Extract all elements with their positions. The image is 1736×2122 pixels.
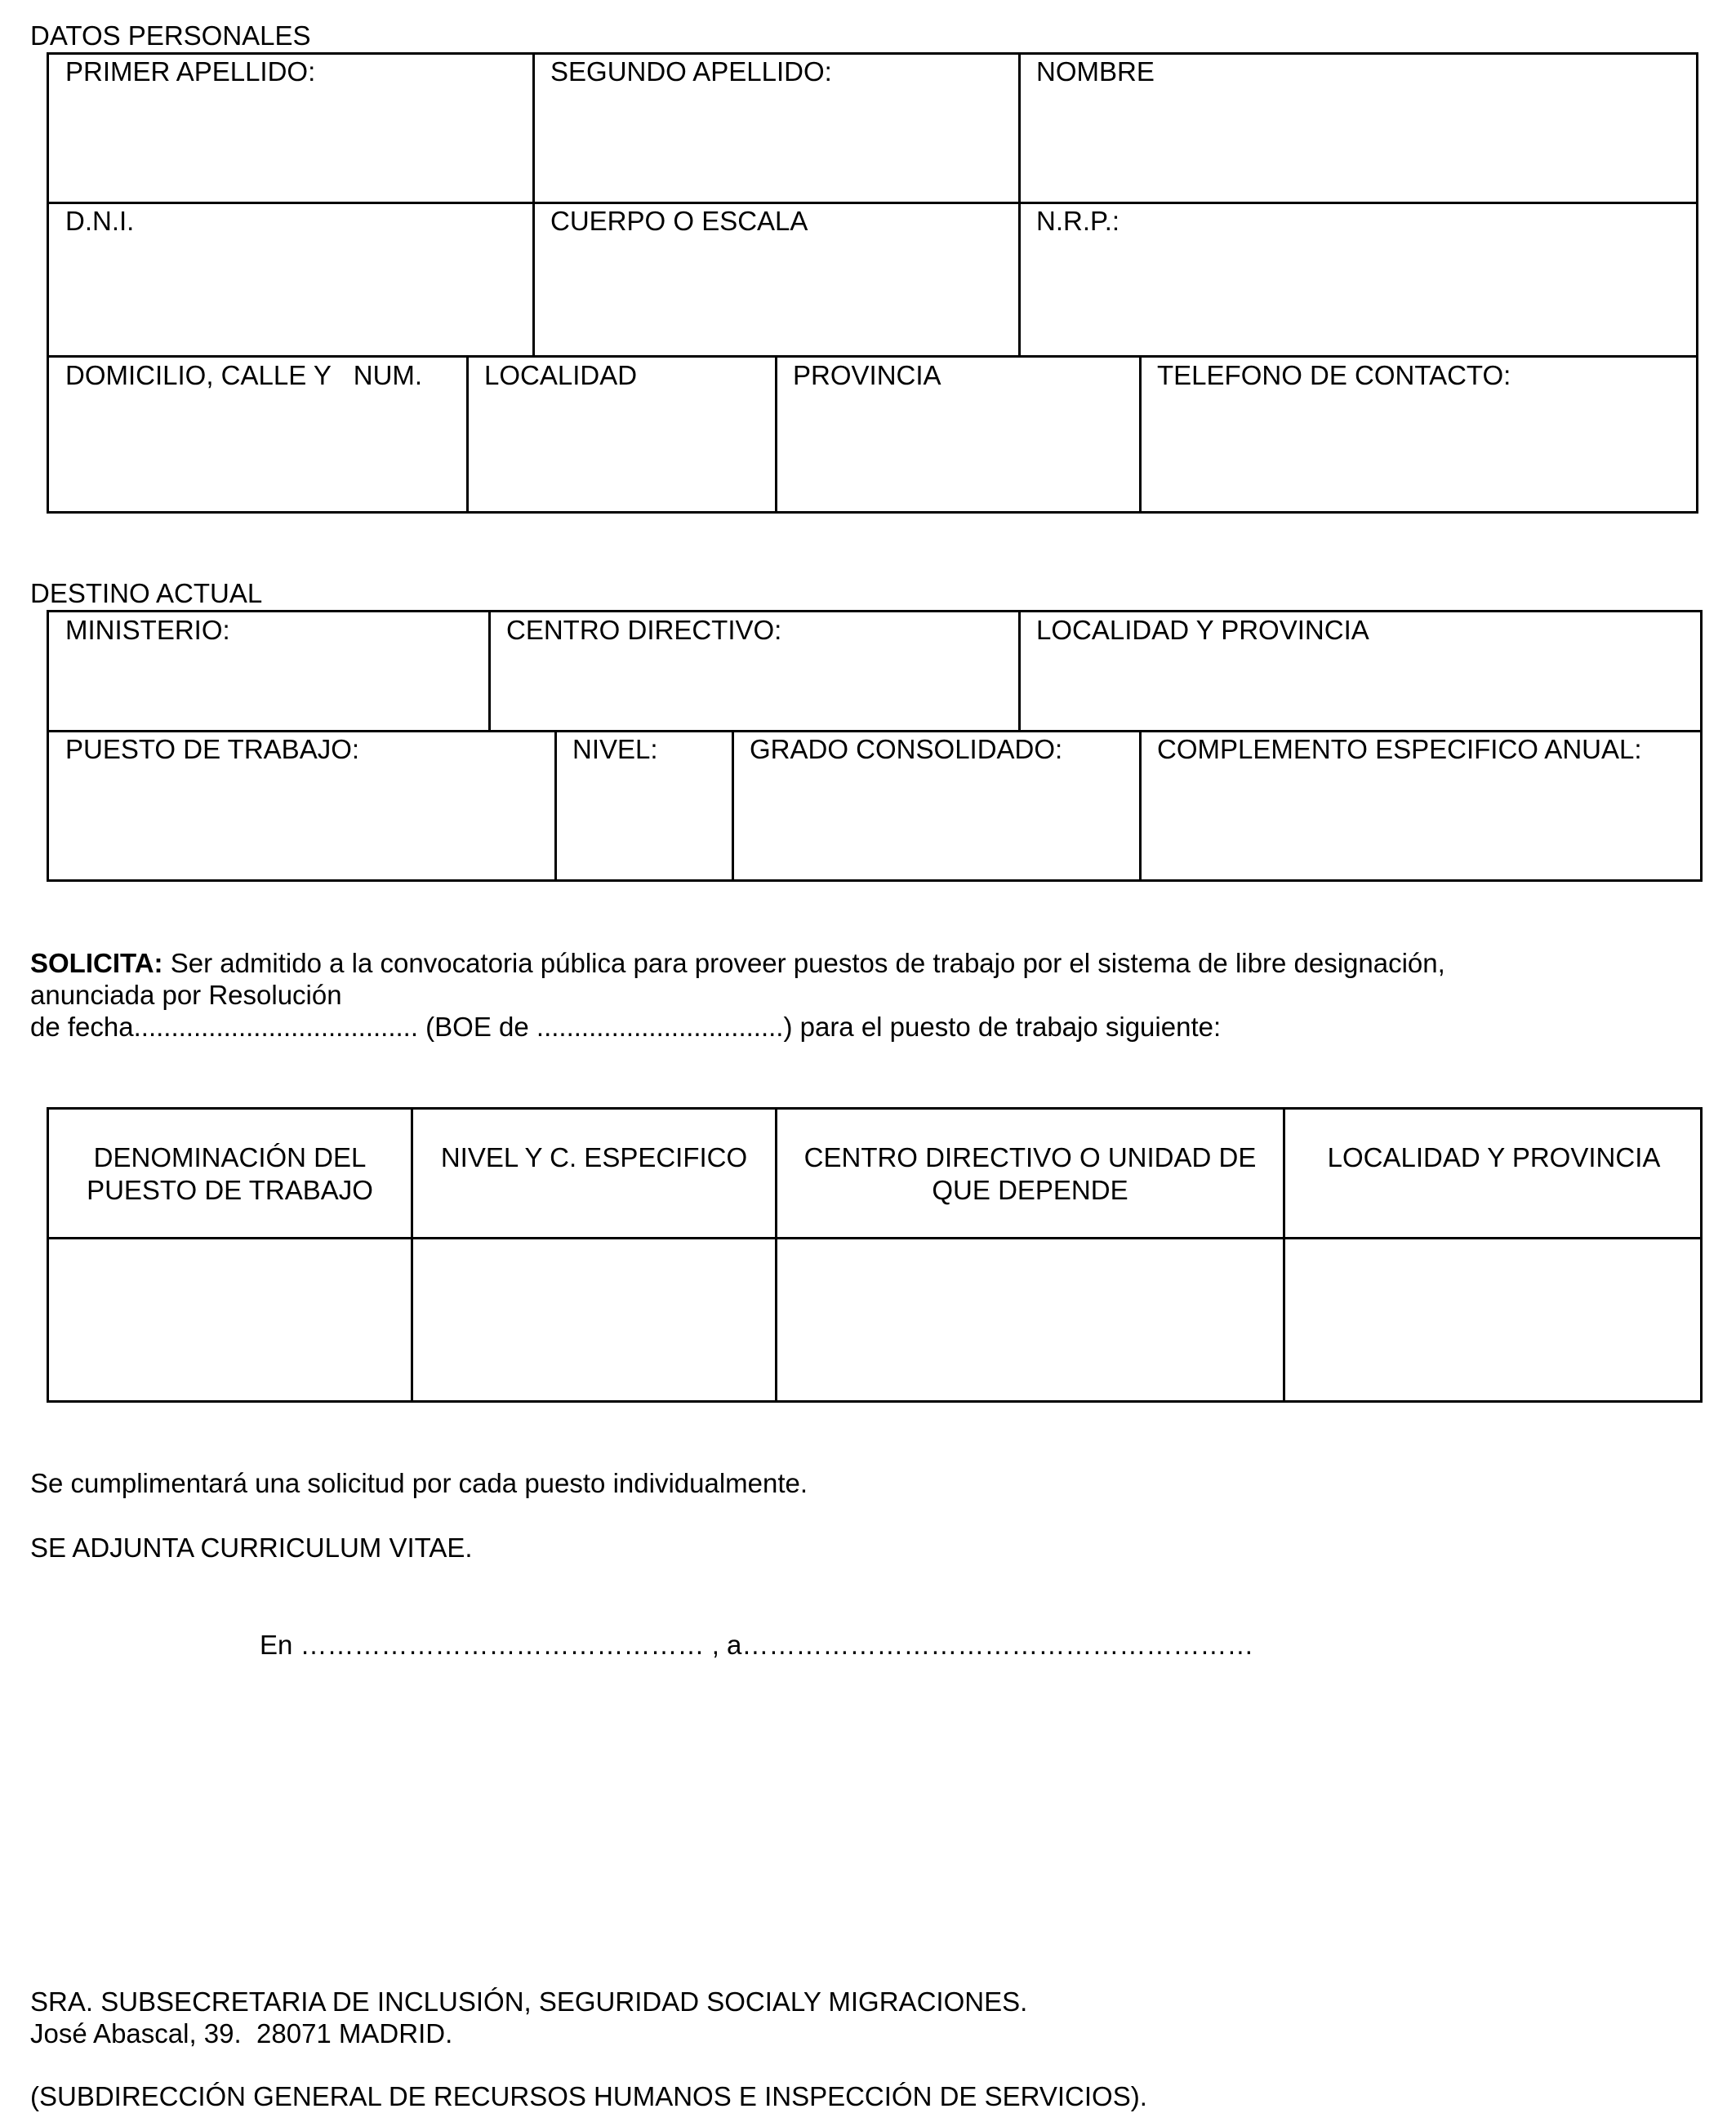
solicita-text: Ser admitido a la convocatoria pública para proveer puestos de trabajo por el sistema de libre designación, bbox=[162, 948, 1445, 978]
field-segundo-apellido[interactable]: SEGUNDO APELLIDO: bbox=[550, 56, 832, 87]
field-cuerpo-escala[interactable]: CUERPO O ESCALA bbox=[550, 206, 808, 236]
field-primer-apellido[interactable]: PRIMER APELLIDO: bbox=[65, 56, 316, 87]
header-denominacion-line-1: DENOMINACIÓN DEL bbox=[93, 1142, 367, 1172]
row-divider bbox=[47, 202, 1698, 204]
field-telefono[interactable]: TELEFONO DE CONTACTO: bbox=[1157, 360, 1511, 390]
row-divider bbox=[47, 730, 1703, 732]
col-divider bbox=[554, 730, 557, 882]
field-nombre[interactable]: NOMBRE bbox=[1036, 56, 1155, 87]
field-dni[interactable]: D.N.I. bbox=[65, 206, 135, 236]
field-ministerio[interactable]: MINISTERIO: bbox=[65, 615, 230, 645]
header-denominacion bbox=[49, 1141, 411, 1206]
solicita-label: SOLICITA: bbox=[30, 948, 163, 978]
field-localidad-provincia[interactable]: LOCALIDAD Y PROVINCIA bbox=[1036, 615, 1369, 645]
col-divider bbox=[1139, 355, 1142, 514]
datos-personales-table bbox=[47, 52, 1698, 514]
input-denominacion[interactable] bbox=[49, 1239, 411, 1400]
field-nivel[interactable]: NIVEL: bbox=[572, 734, 658, 764]
input-centro-directivo[interactable] bbox=[777, 1239, 1283, 1400]
col-divider bbox=[1018, 52, 1021, 358]
col-divider bbox=[1018, 610, 1021, 732]
col-divider bbox=[732, 730, 734, 882]
col-divider bbox=[488, 610, 491, 732]
section-title-datos-personales: DATOS PERSONALES bbox=[30, 20, 311, 51]
input-nivel-c-especifico[interactable] bbox=[413, 1239, 775, 1400]
place-date-line[interactable]: En ……………………………………… , a………………………………………………… bbox=[260, 1630, 1254, 1660]
note-adjunta-cv: SE ADJUNTA CURRICULUM VITAE. bbox=[30, 1533, 473, 1563]
header-denominacion-line-2: PUESTO DE TRABAJO bbox=[87, 1174, 373, 1205]
field-domicilio[interactable]: DOMICILIO, CALLE Y NUM. bbox=[65, 360, 423, 390]
input-localidad-provincia[interactable] bbox=[1285, 1239, 1703, 1400]
col-divider bbox=[775, 355, 777, 514]
solicita-line-1 bbox=[30, 947, 1704, 980]
solicita-line-3: de fecha...................................... (BOE de .................................) para el puesto de trabajo siguiente: bbox=[30, 1012, 1222, 1042]
col-divider bbox=[532, 52, 535, 358]
field-nrp[interactable]: N.R.P.: bbox=[1036, 206, 1120, 236]
footer-subdireccion: (SUBDIRECCIÓN GENERAL DE RECURSOS HUMANOS E INSPECCIÓN DE SERVICIOS). bbox=[30, 2081, 1147, 2111]
header-centro-directivo-line-1: CENTRO DIRECTIVO O UNIDAD DE bbox=[803, 1142, 1257, 1172]
field-localidad[interactable]: LOCALIDAD bbox=[484, 360, 638, 390]
note-cumplimentara: Se cumplimentará una solicitud por cada puesto individualmente. bbox=[30, 1468, 808, 1498]
header-localidad-provincia: LOCALIDAD Y PROVINCIA bbox=[1327, 1142, 1661, 1172]
footer-addressee: SRA. SUBSECRETARIA DE INCLUSIÓN, SEGURIDAD SOCIALY MIGRACIONES. bbox=[30, 1986, 1028, 2017]
col-divider bbox=[1139, 730, 1142, 882]
field-complemento[interactable]: COMPLEMENTO ESPECIFICO ANUAL: bbox=[1157, 734, 1642, 764]
header-nivel-c-especifico: NIVEL Y C. ESPECIFICO bbox=[440, 1142, 748, 1172]
row-divider bbox=[47, 355, 1698, 358]
col-divider bbox=[466, 355, 469, 514]
header-centro-directivo bbox=[777, 1141, 1283, 1206]
field-provincia[interactable]: PROVINCIA bbox=[793, 360, 941, 390]
section-title-destino-actual: DESTINO ACTUAL bbox=[30, 578, 263, 608]
field-puesto-trabajo[interactable]: PUESTO DE TRABAJO: bbox=[65, 734, 360, 764]
field-grado-consolidado[interactable]: GRADO CONSOLIDADO: bbox=[750, 734, 1063, 764]
footer-address: José Abascal, 39. 28071 MADRID. bbox=[30, 2018, 453, 2049]
solicita-line-2: anunciada por Resolución bbox=[30, 980, 342, 1010]
field-centro-directivo[interactable]: CENTRO DIRECTIVO: bbox=[506, 615, 782, 645]
header-centro-directivo-line-2: QUE DEPENDE bbox=[932, 1174, 1128, 1205]
